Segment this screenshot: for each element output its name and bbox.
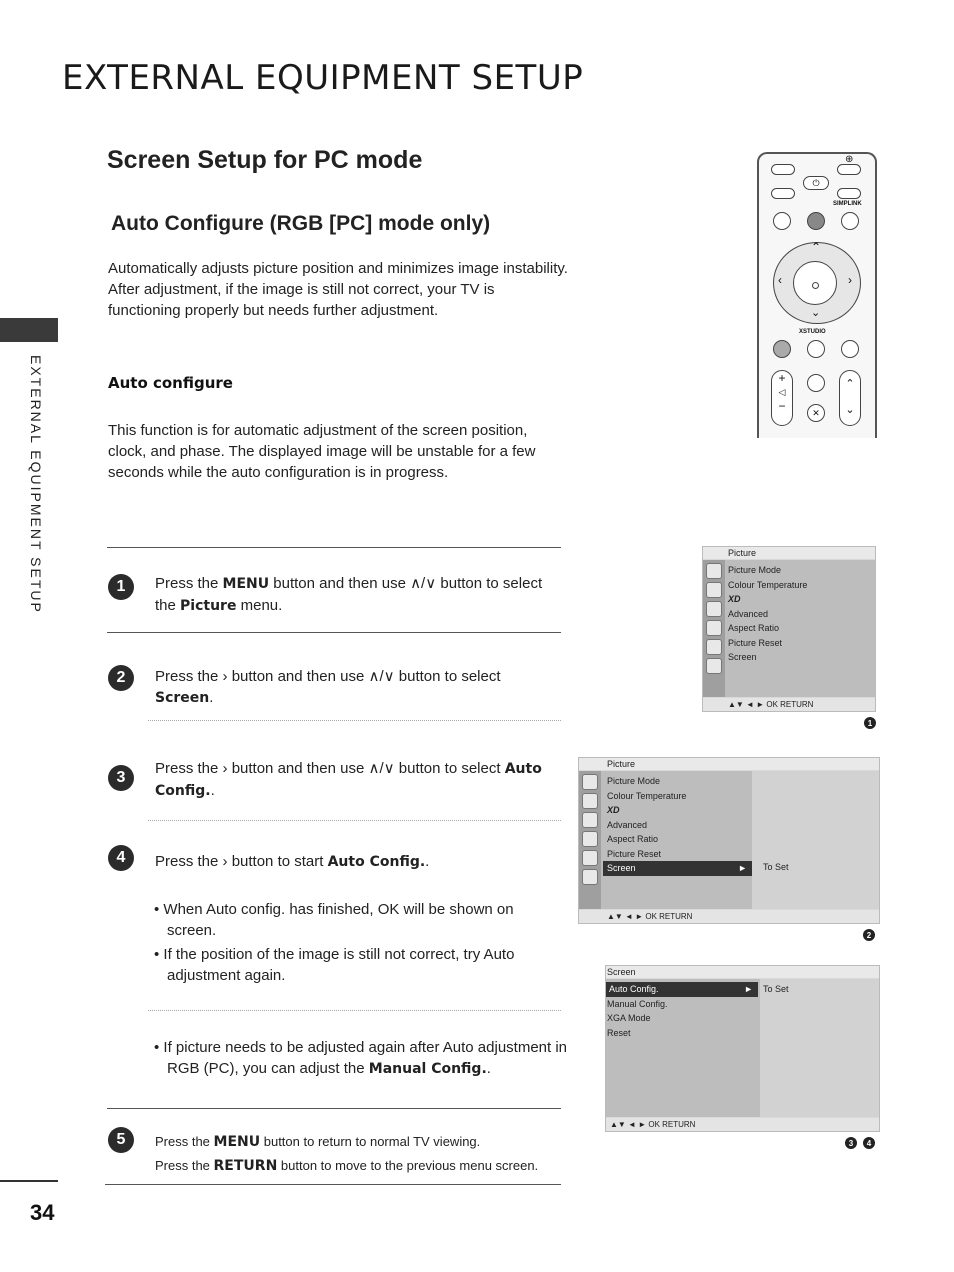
remote-button <box>771 164 795 175</box>
step-number-2: 2 <box>108 665 134 691</box>
menu-item[interactable]: Picture Mode <box>607 776 661 786</box>
figure-badge: 2 <box>863 929 875 941</box>
menu-footer: ▲▼ ◄ ► OK RETURN <box>606 1118 879 1131</box>
gear-icon <box>582 812 598 828</box>
input-icon <box>582 869 598 885</box>
picture-icon <box>582 774 598 790</box>
menu-items <box>603 774 752 876</box>
chevron-down-icon: ⌄ <box>811 307 821 319</box>
chevron-right-icon: › <box>848 273 852 287</box>
remote-button <box>837 164 861 175</box>
input-icon <box>706 658 722 674</box>
menu-header: Picture <box>703 547 875 559</box>
menu-item[interactable]: Advanced <box>728 608 769 619</box>
remote-button <box>837 188 861 199</box>
menu-item[interactable]: Reset <box>607 1027 631 1038</box>
to-set-label: To Set <box>763 862 789 872</box>
step-5-text: Press the MENU button to return to normal TV viewing. Press the RETURN button to move to the previous menu screen. <box>155 1134 539 1174</box>
menu-item[interactable]: Colour Temperature <box>728 579 808 590</box>
menu-right-panel <box>752 771 879 909</box>
lock-icon <box>582 850 598 866</box>
remote-button <box>841 340 859 358</box>
arrow-right-icon: ► <box>744 984 753 994</box>
menu-items <box>728 563 807 665</box>
auto-configure-text: This function is for automatic adjustment of the screen position, clock, and phase. The displayed image will be unstable for a few seconds while the auto configuration is in progress. <box>108 422 536 481</box>
menu-item[interactable]: Colour Temperature <box>607 790 687 801</box>
clock-icon <box>706 620 722 636</box>
step-divider <box>107 547 561 548</box>
channel-rocker <box>839 370 861 426</box>
ok-dot-icon <box>812 282 819 289</box>
auto-configure-heading: Auto configure <box>108 374 233 392</box>
step-divider <box>148 820 561 821</box>
step-2-text: Press the › button and then use ∧/∨ button to select Screen. <box>155 668 501 706</box>
screen-icon <box>706 582 722 598</box>
lock-icon <box>706 639 722 655</box>
side-tab-marker <box>0 318 58 342</box>
remote-button <box>807 374 825 392</box>
step-3-text: Press the › button and then use ∧/∨ button to select Auto Config.. <box>155 760 542 799</box>
section-title: Screen Setup for PC mode <box>107 146 423 174</box>
step-divider <box>148 720 561 721</box>
volume-icon: ◁ <box>778 387 786 397</box>
gear-icon <box>706 601 722 617</box>
step-divider <box>107 632 561 633</box>
step-number-3: 3 <box>108 765 134 791</box>
menu-right-panel <box>760 979 879 1117</box>
chevron-left-icon: ‹ <box>778 273 782 287</box>
menu-header: Picture <box>579 758 879 770</box>
clock-icon <box>582 831 598 847</box>
chevron-down-icon: ⌄ <box>845 404 855 416</box>
remote-button <box>773 340 791 358</box>
volume-rocker: + ◁ − <box>771 370 793 426</box>
picture-icon <box>706 563 722 579</box>
page-title: EXTERNAL EQUIPMENT SETUP <box>62 58 584 98</box>
step-4-notes <box>154 899 539 986</box>
menu-items <box>606 982 758 1040</box>
remote-button <box>771 188 795 199</box>
page-number: 34 <box>30 1200 55 1225</box>
figure-badge: 1 <box>864 717 876 729</box>
menu-screen-picture-screen <box>578 757 880 924</box>
step-4-extra-note: • If picture needs to be adjusted again after Auto adjustment in RGB (PC), you can adjust the Manual Config.. <box>154 1039 568 1077</box>
side-label: EXTERNAL EQUIPMENT SETUP <box>28 355 44 614</box>
menu-header: Screen <box>606 966 879 978</box>
screen-icon <box>582 793 598 809</box>
xstudio-logo: XSTUDIO <box>799 329 826 335</box>
menu-item[interactable]: Advanced <box>607 819 648 830</box>
menu-item[interactable]: XGA Mode <box>607 1013 651 1023</box>
menu-item[interactable]: Picture Mode <box>728 565 782 575</box>
step-1-text: Press the MENU button and then use ∧/∨ button to select the Picture menu. <box>155 575 543 614</box>
menu-item[interactable]: Manual Config. <box>607 998 668 1009</box>
note-bullet: • When Auto config. has finished, OK will be shown on screen. <box>154 901 514 939</box>
menu-item[interactable]: Aspect Ratio <box>607 834 659 844</box>
menu-icon-column <box>703 560 725 697</box>
step-divider <box>105 1184 561 1185</box>
figure-badge: 3 <box>845 1137 857 1149</box>
simplink-logo: SIMPLINK <box>833 201 862 207</box>
menu-item[interactable]: XD <box>728 594 741 604</box>
input-icon: ⊕ <box>845 154 854 165</box>
menu-item-selected[interactable]: Auto Config. ► <box>606 982 758 997</box>
menu-item[interactable]: Screen <box>728 652 757 662</box>
menu-item[interactable]: Picture Reset <box>728 637 783 648</box>
menu-item[interactable]: Aspect Ratio <box>728 623 780 633</box>
step-number-1: 1 <box>108 574 134 600</box>
menu-icon-column <box>579 771 601 909</box>
menu-footer: ▲▼ ◄ ► OK RETURN <box>579 910 879 923</box>
to-set-label: To Set <box>763 984 789 994</box>
power-icon: ⏻ <box>803 176 829 190</box>
note-bullet: • If the position of the image is still not correct, try Auto adjustment again. <box>154 946 515 984</box>
step-divider <box>148 1010 561 1011</box>
figure-badge: 4 <box>863 1137 875 1149</box>
arrow-right-icon: ► <box>738 863 747 873</box>
menu-item-selected[interactable]: Screen ► <box>603 861 752 876</box>
step-divider <box>107 1108 561 1109</box>
remote-button <box>807 340 825 358</box>
page-number-rule <box>0 1180 58 1182</box>
remote-button <box>841 212 859 230</box>
menu-screen-picture <box>702 546 876 712</box>
menu-item[interactable]: Picture Reset <box>607 848 662 859</box>
step-4-text: Press the › button to start Auto Config.. <box>155 853 430 870</box>
menu-item[interactable]: XD <box>607 805 620 815</box>
menu-footer: ▲▼ ◄ ► OK RETURN <box>703 698 875 711</box>
remote-button <box>773 212 791 230</box>
remote-button <box>807 212 825 230</box>
chevron-up-icon: ⌃ <box>845 378 855 390</box>
menu-screen-screen <box>605 965 880 1132</box>
mute-icon: ✕ <box>807 404 825 422</box>
step-number-4: 4 <box>108 845 134 871</box>
intro-paragraph: Automatically adjusts picture position and minimizes image instability. After adjustment, if the image is still not correct, your TV is functioning properly but needs further adjustment. <box>108 260 568 319</box>
remote-control-illustration <box>757 152 877 438</box>
subsection-title: Auto Configure (RGB [PC] mode only) <box>111 212 491 235</box>
step-number-5: 5 <box>108 1127 134 1153</box>
chevron-up-icon: ⌃ <box>811 240 822 254</box>
